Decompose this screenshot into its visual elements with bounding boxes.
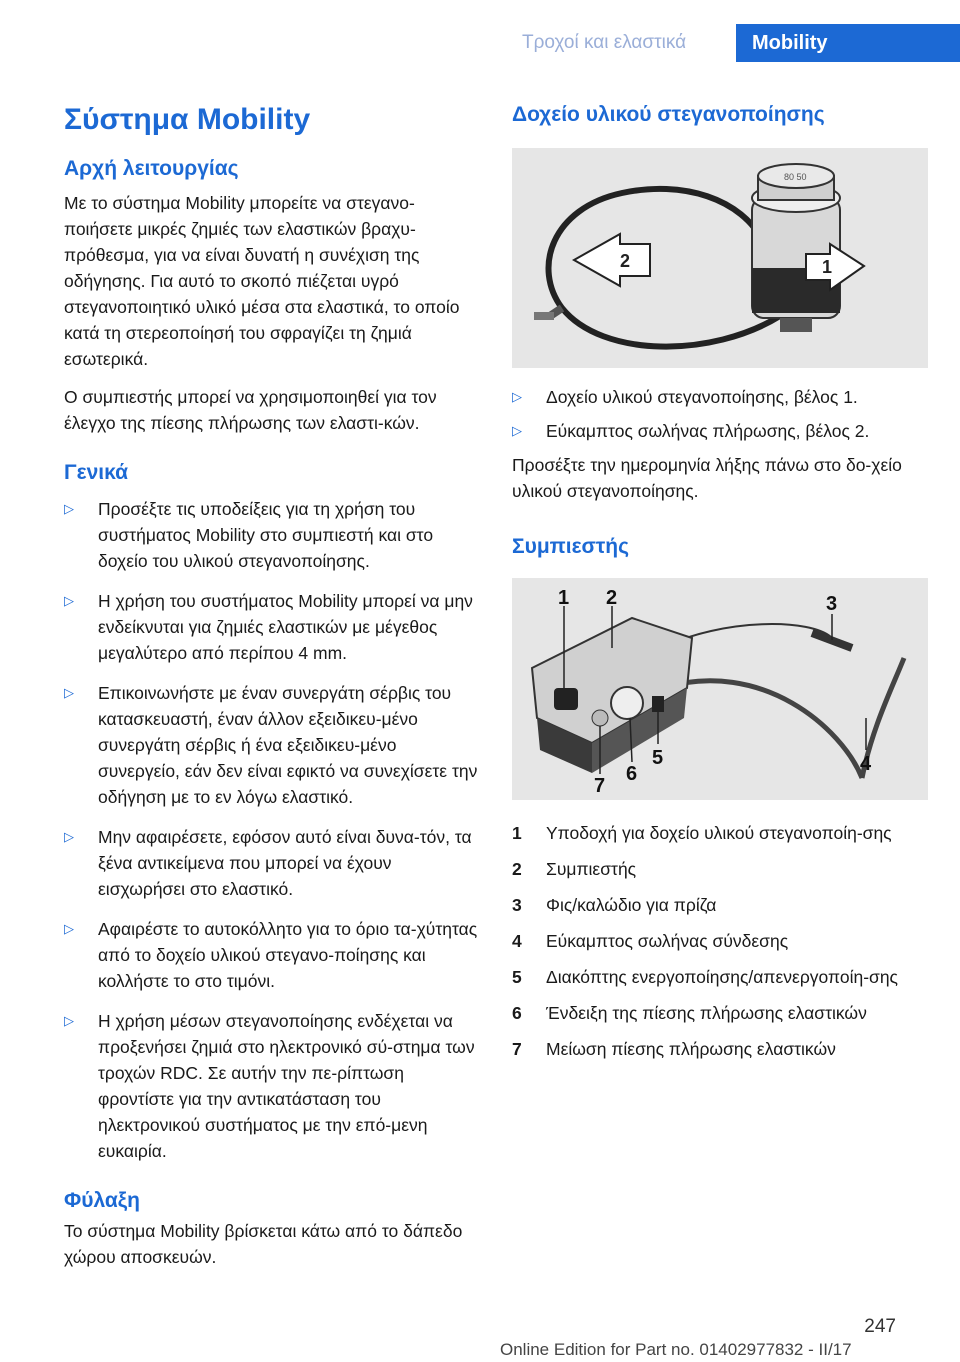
list-item-text: Η χρήση του συστήματος Mobility μπορεί να μην ενδείκνυται για ζημιές ελαστικών με μέγεθος μεγαλύτερο από περίπου 4 mm. [98,591,473,663]
legend-item [512,856,932,882]
principle-paragraph-2: Ο συμπιεστής μπορεί να χρησιμοποιηθεί για τον έλεγχο της πίεσης πλήρωσης των ελαστι‐κών. [64,387,437,433]
section-tab: Mobility [736,24,960,62]
list-item-text: Δοχείο υλικού στεγανοποίησης, βέλος 1. [546,387,858,407]
callout-7: 7 [594,775,606,797]
principle-heading: Αρχή λειτουργίας [64,157,239,180]
legend-number: 3 [512,895,522,915]
legend-number: 7 [512,1039,522,1059]
legend-item [512,928,932,954]
list-item-text: Προσέξτε τις υποδείξεις για τη χρήση του συστήματος Mobility στο συμπιεστή και στο δοχείο του υλικού στεγανοποίησης. [98,499,434,571]
legend-number: 2 [512,859,522,879]
callout-3: 3 [826,593,838,615]
list-item [512,418,932,444]
list-item [64,824,480,902]
page-header [0,24,960,62]
page-footer [0,1316,960,1362]
legend-text: Φις/καλώδιο για πρίζα [546,895,717,915]
container-heading: Δοχείο υλικού στεγανοποίησης [512,103,825,126]
list-item [512,384,932,410]
principle-paragraph-1: Με το σύστημα Mobility μπορείτε να στεγανο‐ποιήσετε μικρές ζημιές των ελαστικών βραχυ‐πρόθεσμα, για να είναι δυνατή η συνέχιση της οδήγησης. Για αυτό το σκοπό πιέζεται υγρό στεγανοποιητικό υλικό μέσα στα ελαστικά, το οποίο κατά τη στερεοποίησή του σφραγίζει τη ζημιά εσωτερικά. [64,193,460,369]
can-label: 80 50 [784,172,807,182]
legend-number: 1 [512,823,522,843]
bullet-marker: ▷ [64,593,74,608]
list-item-text: Μην αφαιρέσετε, εφόσον αυτό είναι δυνα‐τόν, τα ξένα αντικείμενα που μπορεί να έχουν εισχωρήσει στο ελαστικό. [98,827,472,899]
list-item-text: Εύκαμπτος σωλήνας πλήρωσης, βέλος 2. [546,421,870,441]
list-item [64,588,480,666]
general-heading: Γενικά [64,461,129,484]
page-number: 247 [864,1316,896,1337]
arrow-1-label: 1 [822,257,833,277]
list-item [64,496,480,574]
legend-text: Υποδοχή για δοχείο υλικού στεγανοποίη‐σης [546,823,892,843]
legend-text: Διακόπτης ενεργοποίησης/απενεργοποίη‐σης [546,967,898,987]
list-item [64,680,480,810]
container-paragraph: Προσέξτε την ημερομηνία λήξης πάνω στο δο‐χείο υλικού στεγανοποίησης. [512,455,902,501]
callout-2: 2 [606,587,618,609]
legend-number: 5 [512,967,522,987]
legend-text: Εύκαμπτος σωλήνας σύνδεσης [546,931,789,951]
legend-text: Συμπιεστής [546,859,637,879]
callout-5: 5 [652,747,664,769]
legend-item [512,1000,932,1026]
general-list [64,496,480,1164]
bullet-marker: ▷ [512,423,522,438]
legend-item [512,1036,932,1062]
callout-6: 6 [626,763,638,785]
bullet-marker: ▷ [64,501,74,516]
list-item-text: Αφαιρέστε το αυτοκόλλητο για το όριο τα‐χύτητας από το δοχείο υλικού στεγανο‐ποίησης και κολλήστε το στο τιμόνι. [98,919,478,991]
legend-number: 4 [512,931,522,951]
legend-item [512,892,932,918]
legend-item [512,820,932,846]
sealant-container-illustration [512,148,928,368]
edition-note: Online Edition for Part no. 01402977832 - II/17 [500,1340,852,1359]
callout-1: 1 [558,587,570,609]
list-item [64,1008,480,1164]
bullet-marker: ▷ [64,921,74,936]
chapter-title: Τροχοί και ελαστικά [522,32,687,53]
sealant-container-figure [512,148,928,368]
legend-text: Ένδειξη της πίεσης πλήρωσης ελαστικών [546,1003,867,1023]
storage-heading: Φύλαξη [64,1189,140,1212]
compressor-heading: Συμπιεστής [512,535,630,558]
legend-text: Μείωση πίεσης πλήρωσης ελαστικών [546,1039,836,1059]
left-column [64,100,480,1282]
right-column [512,100,932,1072]
page-title: Σύστημα Mobility [64,103,311,136]
compressor-figure [512,578,928,800]
legend-item [512,964,932,990]
legend-number: 6 [512,1003,522,1023]
callout-4: 4 [860,753,872,775]
compressor-legend [512,820,932,1062]
bullet-marker: ▷ [512,389,522,404]
bullet-marker: ▷ [64,829,74,844]
storage-paragraph: Το σύστημα Mobility βρίσκεται κάτω από το δάπεδο χώρου αποσκευών. [64,1221,463,1267]
compressor-illustration [512,578,928,800]
bullet-marker: ▷ [64,685,74,700]
container-list [512,384,932,444]
arrow-2-label: 2 [620,251,631,271]
list-item-text: Επικοινωνήστε με έναν συνεργάτη σέρβις του κατασκευαστή, έναν άλλον εξειδικευ‐μένο συνεργάτη σέρβις ή ένα εξειδικευ‐μένο συνεργείο, εάν δεν είναι εφικτό να συνεχίσετε την οδήγηση με το εν λόγω ελαστικό. [98,683,478,807]
list-item-text: Η χρήση μέσων στεγανοποίησης ενδέχεται να προξενήσει ζημιά στο ηλεκτρονικό σύ‐στημα των τροχών RDC. Σε αυτήν την πε‐ρίπτωση φροντίστε για την αντικατάσταση του ηλεκτρονικού συστήματος με την επό‐μενη ευκαιρία. [98,1011,475,1161]
list-item [64,916,480,994]
bullet-marker: ▷ [64,1013,74,1028]
